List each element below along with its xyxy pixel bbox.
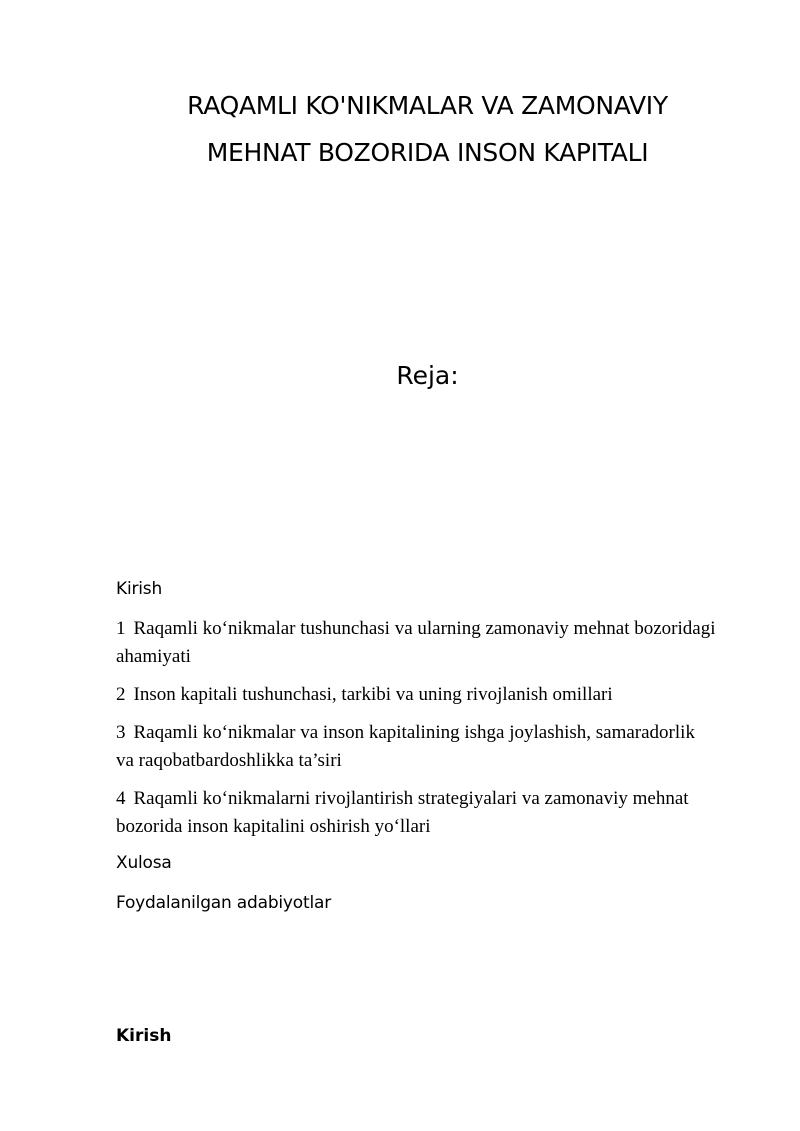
toc-item-introduction	[116, 575, 716, 603]
toc-item-number: 1	[116, 618, 126, 639]
toc-item-label: Foydalanilgan adabiyotlar	[116, 893, 331, 913]
toc-item-number: 2	[116, 684, 126, 705]
toc-item-conclusion	[116, 849, 716, 877]
toc-item-2	[116, 681, 716, 709]
toc-item-4	[116, 785, 716, 841]
toc-item-number: 3	[116, 722, 126, 743]
toc-item-label: Inson kapitali tushunchasi, tarkibi va uning rivojlanish omillari	[133, 684, 613, 705]
toc-item-label: Raqamli ko‘nikmalarni rivojlantirish strategiyalari va zamonaviy mehnat bozorida inson kapitalini oshirish yo‘llari	[116, 788, 689, 837]
table-of-contents	[116, 575, 716, 917]
toc-item-label: Raqamli ko‘nikmalar va inson kapitalining ishga joylashish, samaradorlik va raqobatbardoshlikka ta’siri	[116, 722, 695, 771]
toc-item-label: Raqamli ko‘nikmalar tushunchasi va ularning zamonaviy mehnat bozoridagi ahamiyati	[116, 618, 716, 667]
toc-item-label: Xulosa	[116, 853, 172, 873]
toc-item-1	[116, 615, 716, 671]
toc-item-references	[116, 889, 716, 917]
plan-heading: Reja:	[396, 361, 459, 390]
toc-item-3	[116, 719, 716, 775]
section-heading-introduction: Kirish	[116, 1026, 172, 1046]
document-title	[100, 82, 755, 176]
toc-item-number: 4	[116, 788, 126, 809]
toc-item-label: Kirish	[116, 579, 163, 599]
title-line-1: RAQAMLI KO'NIKMALAR VA ZAMONAVIY	[187, 91, 668, 120]
title-line-2: MEHNAT BOZORIDA INSON KAPITALI	[206, 138, 649, 167]
